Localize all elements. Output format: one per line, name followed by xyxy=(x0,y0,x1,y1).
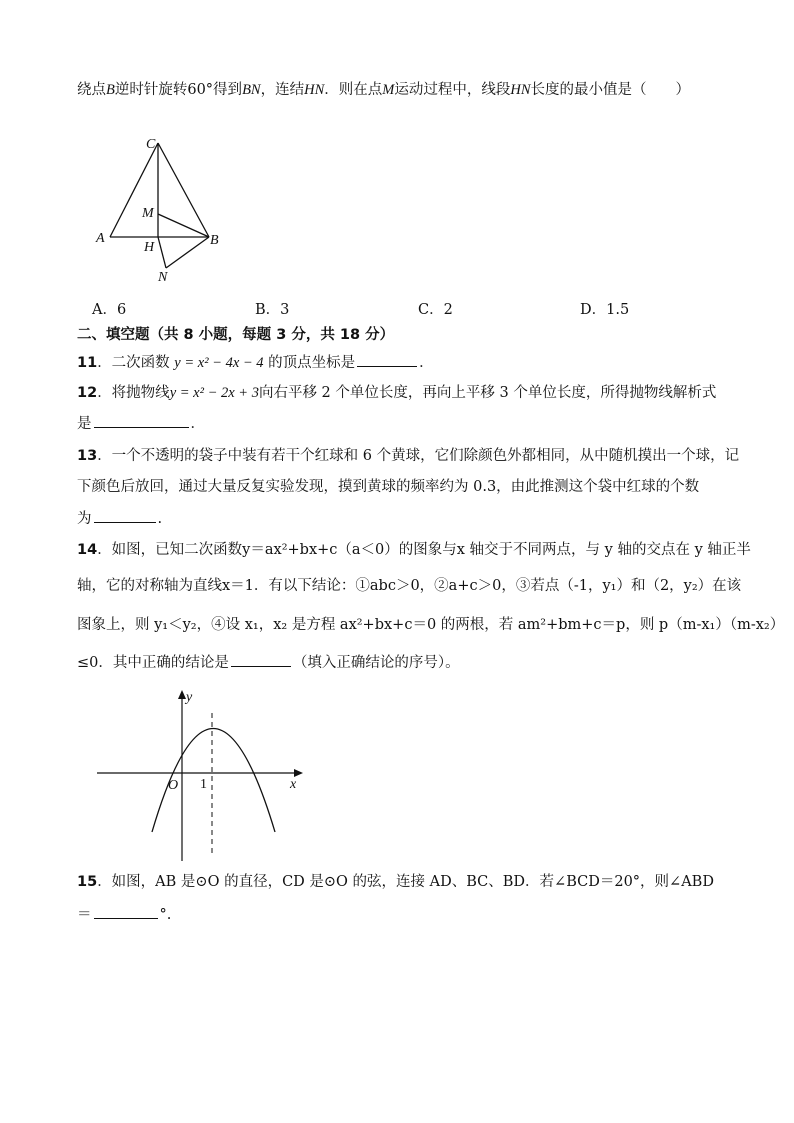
q15-text: ．如图，AB 是⊙O 的直径，CD 是⊙O 的弦，连接 AD、BC、BD．若∠BCD＝20°，则∠ABD xyxy=(97,874,714,890)
q14-text: ≤0．其中正确的结论是 xyxy=(77,655,229,671)
q10-text: 长度的最小值是（ ） xyxy=(530,82,690,98)
q15-answer-blank[interactable] xyxy=(94,904,158,919)
q10-segment-hn: HN xyxy=(304,82,325,98)
graph-origin-label: O xyxy=(168,778,179,793)
figure-label-b: B xyxy=(210,233,219,248)
q10-option-d[interactable]: D．1.5 xyxy=(580,302,630,318)
question-13-line-3 xyxy=(77,508,162,529)
question-number: 13 xyxy=(77,448,98,464)
question-number: 14 xyxy=(77,542,98,558)
q14-text: 轴，它的对称轴为直线x＝1．有以下结论：①abc＞0，②a+c＞0，③若点（-1，y₁）和（2，y₂）在该 xyxy=(77,578,742,594)
question-15-line-2 xyxy=(77,904,171,925)
question-number: 15 xyxy=(77,874,98,890)
q10-point-m: M xyxy=(382,82,395,98)
q15-text: °. xyxy=(159,907,172,923)
question-13 xyxy=(77,446,739,466)
question-number: 11 xyxy=(77,355,98,371)
q11-expression: y = x² − 4x − 4 xyxy=(174,355,264,371)
section-heading: 二、填空题（共 8 小题，每题 3 分，共 18 分） xyxy=(77,327,395,343)
q10-option-a[interactable]: A．6 xyxy=(92,302,127,318)
q13-text: 下颜色后放回，通过大量反复实验发现，摸到黄球的频率约为 0.3，由此推测这个袋中红球的个数 xyxy=(77,479,700,495)
q13-answer-blank[interactable] xyxy=(94,508,156,523)
q10-segment-hn: HN xyxy=(510,82,531,98)
q11-text: 的顶点坐标是 xyxy=(268,355,356,371)
q14-text: （填入正确结论的序号）。 xyxy=(292,655,460,671)
question-15 xyxy=(77,872,714,892)
graph-x-label: x xyxy=(290,777,297,792)
figure-label-n: N xyxy=(158,270,168,285)
q10-triangle-figure xyxy=(90,130,230,290)
q10-text: 逆时针旋转60°得到 xyxy=(114,82,243,98)
q10-stem-line xyxy=(77,80,690,100)
q11-text: ．二次函数 xyxy=(97,355,170,371)
q13-text: . xyxy=(157,511,163,527)
graph-tick-label: 1 xyxy=(200,777,207,792)
q10-text: 运动过程中，线段 xyxy=(394,82,511,98)
q12-text: ． xyxy=(190,416,205,432)
figure-label-m: M xyxy=(142,206,154,221)
question-number: 12 xyxy=(77,385,98,401)
figure-label-h: H xyxy=(144,240,155,255)
question-12 xyxy=(77,383,716,403)
q12-text: ．将抛物线 xyxy=(97,385,170,401)
q10-text: 绕点 xyxy=(77,82,106,98)
figure-label-c: C xyxy=(146,137,156,152)
q12-text: 向右平移 2 个单位长度，再向上平移 3 个单位长度，所得抛物线解析式 xyxy=(258,385,717,401)
q13-text: ．一个不透明的袋子中装有若干个红球和 6 个黄球，它们除颜色外都相同，从中随机摸出一个球，记 xyxy=(97,448,740,464)
figure-label-a: A xyxy=(96,231,105,246)
q11-answer-blank[interactable] xyxy=(357,352,417,367)
question-13-line-2 xyxy=(77,477,699,497)
q10-segment-bn: BN xyxy=(242,82,261,98)
q14-text: ．如图，已知二次函数y＝ax²+bx+c（a＜0）的图象与x 轴交于不同两点，与 y 轴的交点在 y 轴正半 xyxy=(97,542,751,558)
q14-answer-blank[interactable] xyxy=(231,652,291,667)
q14-parabola-graph xyxy=(92,685,312,865)
q12-answer-blank[interactable] xyxy=(94,413,189,428)
q13-text: 为 xyxy=(77,511,92,527)
q10-option-b[interactable]: B．3 xyxy=(255,302,290,318)
question-14-line-2 xyxy=(77,576,741,596)
question-11 xyxy=(77,352,434,373)
q12-expression: y = x² − 2x + 3 xyxy=(169,385,259,401)
question-14-line-3 xyxy=(77,615,784,635)
q11-text: ． xyxy=(419,355,434,371)
graph-y-label: y xyxy=(186,690,193,705)
q14-text: 图象上，则 y₁＜y₂，④设 x₁，x₂ 是方程 ax²+bx+c＝0 的两根，若 am²+bm+c＝p，则 p（m-x₁）（m-x₂） xyxy=(77,617,785,633)
q10-text: ．则在点 xyxy=(324,82,383,98)
question-14 xyxy=(77,540,751,560)
q10-text: ，连结 xyxy=(260,82,305,98)
q10-point-b: B xyxy=(106,82,115,98)
q10-option-c[interactable]: C．2 xyxy=(418,302,453,318)
q15-text: ＝ xyxy=(77,907,92,923)
q12-text: 是 xyxy=(77,416,92,432)
question-12-line-2 xyxy=(77,413,205,434)
question-14-line-4 xyxy=(77,652,460,673)
